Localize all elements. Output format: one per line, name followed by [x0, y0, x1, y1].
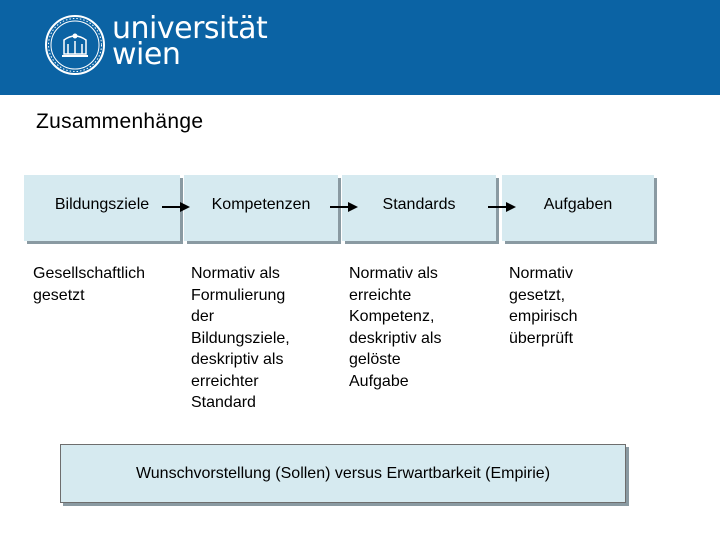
description-line: Gesellschaftlich	[33, 265, 146, 282]
description-line: deskriptiv als	[191, 351, 284, 368]
description-line: Kompetenz,	[349, 308, 435, 325]
description-bildungsziele	[33, 263, 145, 306]
arrow-right-icon	[162, 200, 190, 214]
box-standards	[342, 175, 496, 241]
box-label: Kompetenzen	[211, 196, 311, 213]
description-line: gesetzt	[33, 286, 85, 304]
arrow-right-icon	[488, 200, 516, 214]
logo-line-2: wien	[112, 37, 181, 72]
description-line: erreichte	[349, 286, 412, 304]
description-aufgaben	[509, 263, 577, 349]
box-aufgaben	[502, 175, 654, 241]
description-line: deskriptiv als	[349, 329, 442, 347]
description-line: der	[191, 308, 215, 325]
summary-text: Wunschvorstellung (Sollen) versus Erwartbarkeit (Empirie)	[135, 464, 551, 482]
description-line: erreichter	[191, 372, 259, 390]
description-line: Normativ als	[349, 265, 438, 282]
description-line: Aufgabe	[349, 372, 409, 390]
logo-line-1: universität	[112, 11, 268, 46]
box-label: Standards	[382, 196, 456, 213]
box-kompetenzen	[184, 175, 338, 241]
description-line: Normativ als	[191, 265, 280, 282]
header-bar	[0, 0, 720, 95]
description-line: empirisch	[509, 308, 578, 325]
box-label: Bildungsziele	[54, 196, 150, 213]
university-logo-text	[112, 11, 268, 72]
description-line: Formulierung	[191, 286, 286, 304]
description-kompetenzen	[191, 263, 290, 414]
description-line: gelöste	[349, 351, 401, 368]
box-label: Aufgaben	[543, 196, 613, 213]
description-line: Normativ	[509, 265, 574, 282]
summary-box	[60, 444, 626, 503]
description-standards	[349, 263, 441, 392]
slide-title: Zusammenhänge	[36, 110, 204, 133]
description-line: überprüft	[509, 329, 574, 347]
arrow-right-icon	[330, 200, 358, 214]
description-line: gesetzt,	[509, 286, 566, 304]
description-line: Bildungsziele,	[191, 329, 290, 347]
description-line: Standard	[191, 394, 256, 411]
university-seal-icon	[44, 14, 106, 76]
box-bildungsziele	[24, 175, 180, 241]
